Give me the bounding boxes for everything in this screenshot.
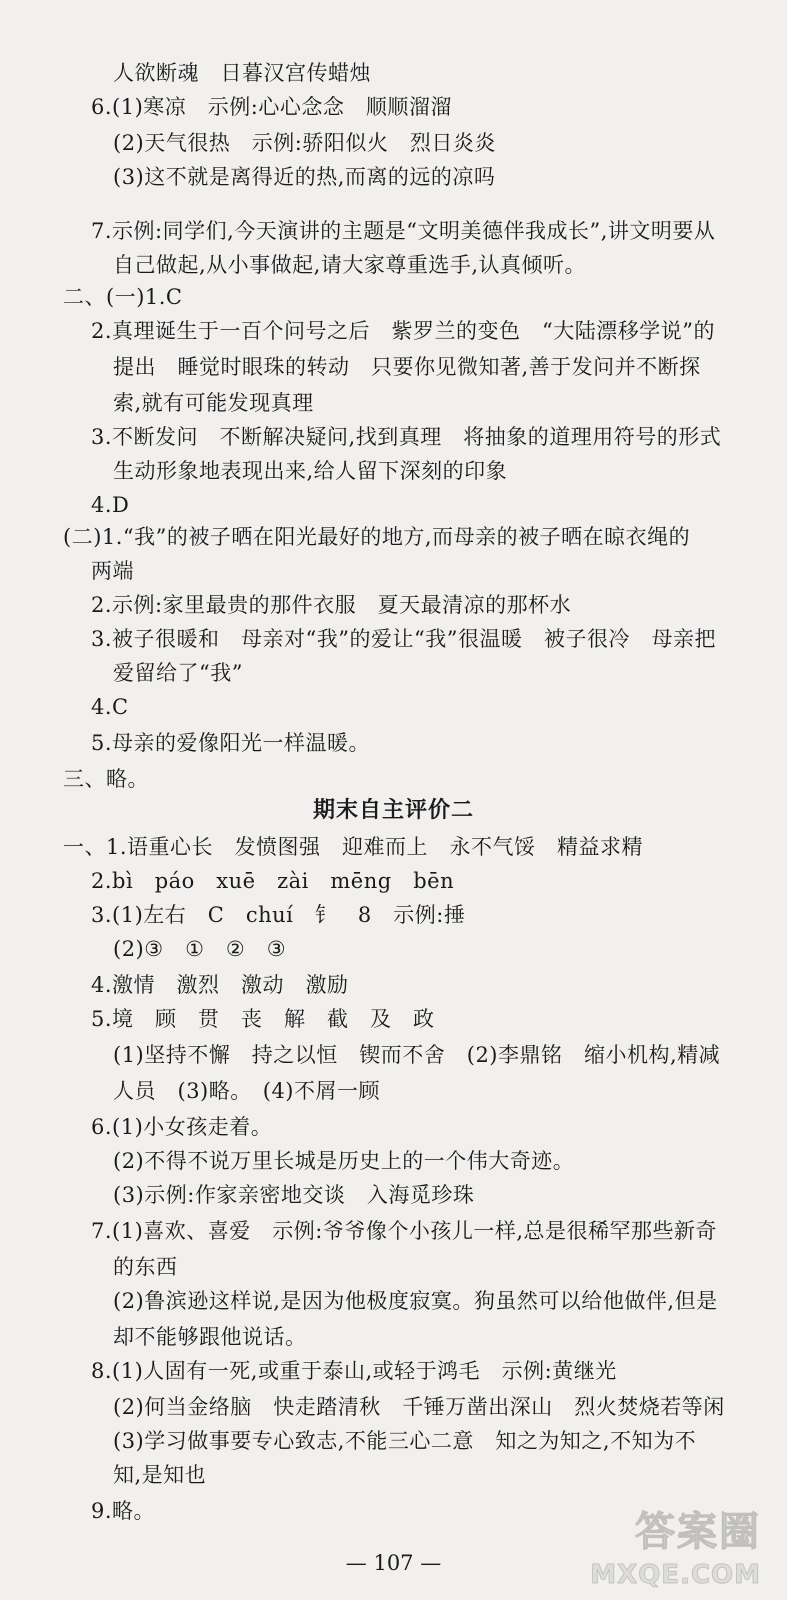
section-title: 期末自主评价二 xyxy=(312,798,474,823)
text-line: 3.被子很暖和 母亲对“我”的爱让“我”很温暖 被子很冷 母亲把 xyxy=(91,627,716,651)
text-line: 3.(1)左右 C chuí 钅 8 示例:捶 xyxy=(91,903,466,927)
text-line: (2)③ ① ② ③ xyxy=(113,937,287,961)
text-line: 自己做起,从小事做起,请大家尊重选手,认真倾听。 xyxy=(113,253,587,277)
text-line: 二、(一)1.C xyxy=(63,285,183,309)
text-line: 5.境 顾 贯 丧 解 截 及 政 xyxy=(91,1007,435,1031)
text-line: 的东西 xyxy=(113,1255,178,1279)
text-line: 7.(1)喜欢、喜爱 示例:爷爷像个小孩儿一样,总是很稀罕那些新奇 xyxy=(91,1219,718,1243)
text-line: 6.(1)小女孩走着。 xyxy=(91,1115,273,1139)
watermark-logo xyxy=(590,1500,769,1590)
text-line: (3)学习做事要专心致志,不能三心二意 知之为知之,不知为不 xyxy=(113,1429,697,1453)
text-line: 9.略。 xyxy=(91,1499,156,1523)
text-line: 5.母亲的爱像阳光一样温暖。 xyxy=(91,731,371,755)
text-line: 人员 (3)略。 (4)不屑一顾 xyxy=(113,1079,380,1103)
text-line: 三、略。 xyxy=(63,767,149,791)
text-line: 却不能够跟他说话。 xyxy=(113,1325,307,1349)
text-line: (2)鲁滨逊这样说,是因为他极度寂寞。狗虽然可以给他做伴,但是 xyxy=(113,1289,718,1313)
text-line: 2.真理诞生于一百个问号之后 紫罗兰的变色 “大陆漂移学说”的 xyxy=(91,319,716,343)
text-line: 4.激情 激烈 激动 激励 xyxy=(91,973,349,997)
watermark-cn: 答案圈 xyxy=(635,1509,761,1555)
page-number: — 107 — xyxy=(345,1551,442,1575)
text-line: (2)天气很热 示例:骄阳似火 烈日炎炎 xyxy=(113,131,496,155)
text-line: 4.D xyxy=(91,493,130,517)
text-line: 索,就有可能发现真理 xyxy=(113,391,314,415)
text-line: 7.示例:同学们,今天演讲的主题是“文明美德伴我成长”,讲文明要从 xyxy=(91,219,716,243)
text-line: 6.(1)寒凉 示例:心心念念 顺顺溜溜 xyxy=(91,95,452,119)
text-line: (2)不得不说万里长城是历史上的一个伟大奇迹。 xyxy=(113,1149,575,1173)
text-line: 3.不断发问 不断解决疑问,找到真理 将抽象的道理用符号的形式 xyxy=(91,425,722,449)
text-line: 4.C xyxy=(91,695,129,719)
text-line: (3)示例:作家亲密地交谈 入海觅珍珠 xyxy=(113,1183,475,1207)
text-line: 人欲断魂 日暮汉宫传蜡烛 xyxy=(113,61,371,85)
text-line: 知,是知也 xyxy=(113,1463,207,1487)
text-line: 2.bì páo xuē zài mēng bēn xyxy=(91,869,455,893)
text-line: (二)1.“我”的被子晒在阳光最好的地方,而母亲的被子晒在晾衣绳的 xyxy=(63,525,691,549)
text-line: 提出 睡觉时眼珠的转动 只要你见微知著,善于发问并不断探 xyxy=(113,355,701,379)
text-line: 两端 xyxy=(91,559,134,583)
text-line: (1)坚持不懈 持之以恒 锲而不舍 (2)李鼎铭 缩小机构,精减 xyxy=(113,1043,721,1067)
text-line: 生动形象地表现出来,给人留下深刻的印象 xyxy=(113,459,508,483)
text-line: 2.示例:家里最贵的那件衣服 夏天最清凉的那杯水 xyxy=(91,593,572,617)
text-line: 8.(1)人固有一死,或重于泰山,或轻于鸿毛 示例:黄继光 xyxy=(91,1359,617,1383)
text-line: (2)何当金络脑 快走踏清秋 千锤万凿出深山 烈火焚烧若等闲 xyxy=(113,1395,725,1419)
watermark-en: MXQE.COM xyxy=(590,1560,761,1590)
text-line: 爱留给了“我” xyxy=(113,661,243,685)
text-line: 一、1.语重心长 发愤图强 迎难而上 永不气馁 精益求精 xyxy=(63,835,644,859)
text-line: (3)这不就是离得近的热,而离的远的凉吗 xyxy=(113,165,496,189)
